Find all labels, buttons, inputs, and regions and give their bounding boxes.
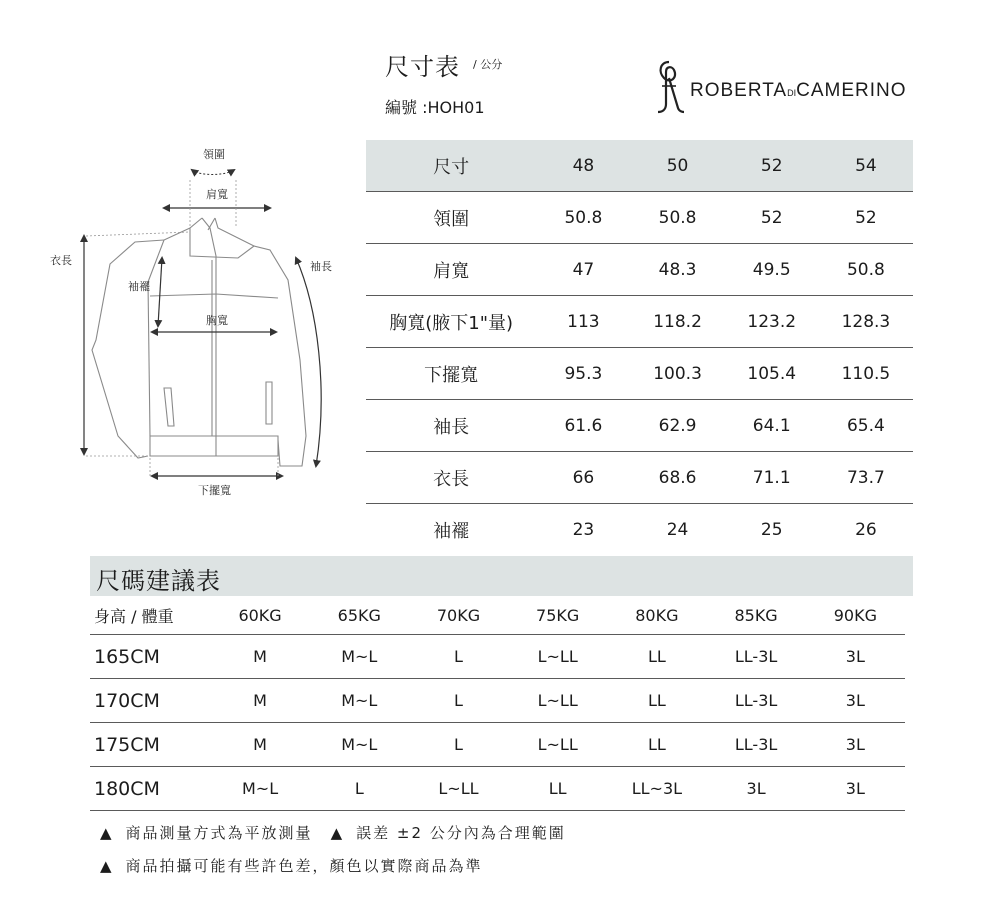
recommended-size: LL-3L	[706, 723, 805, 767]
recommended-size: 3L	[806, 767, 905, 811]
note-tolerance: 誤差 ±2 公分內為合理範圍	[356, 824, 566, 842]
recommended-size: 3L	[806, 723, 905, 767]
weight-header-cell: 75KG	[508, 596, 607, 635]
recommended-size: L	[310, 767, 409, 811]
recommended-size: 3L	[806, 635, 905, 679]
recommended-size: M~L	[210, 767, 309, 811]
size-row-label: 胸寬(腋下1"量)	[366, 296, 536, 348]
recommended-size: M~L	[310, 635, 409, 679]
recommended-size: 3L	[806, 679, 905, 723]
size-value: 65.4	[819, 400, 913, 452]
recommended-size: LL	[607, 679, 706, 723]
size-value: 26	[855, 519, 877, 540]
size-header-label: 尺寸	[366, 140, 536, 192]
size-value: 50.8	[536, 192, 630, 244]
size-value: 128.3	[819, 296, 913, 348]
brand-name: ROBERTADICAMERINO	[690, 80, 907, 101]
color-note	[100, 855, 483, 876]
size-header-cell: 54	[819, 140, 913, 192]
collar-label: 領圍	[203, 148, 225, 161]
recommended-size: L	[409, 723, 508, 767]
height-label: 170CM	[90, 679, 210, 723]
size-value: 50.8	[819, 244, 913, 296]
size-value: 52	[725, 192, 819, 244]
height-label: 165CM	[90, 635, 210, 679]
size-row	[366, 192, 913, 244]
size-row-label: 袖襬	[433, 520, 470, 542]
triangle-bullet-icon: ▲	[100, 857, 114, 875]
recommended-size: 3L	[706, 767, 805, 811]
size-value: 66	[536, 452, 630, 504]
size-row-label: 衣長	[366, 452, 536, 504]
size-value: 50.8	[630, 192, 724, 244]
recommendation-table	[90, 596, 905, 811]
weight-header-cell: 85KG	[706, 596, 805, 635]
size-value: 62.9	[630, 400, 724, 452]
size-value: 23	[572, 519, 595, 540]
size-value: 118.2	[630, 296, 724, 348]
size-value: 113	[536, 296, 630, 348]
size-header-cell: 48	[536, 140, 630, 192]
size-value: 48.3	[630, 244, 724, 296]
recommended-size: LL	[607, 723, 706, 767]
height-label: 180CM	[90, 767, 210, 811]
recommendation-row	[90, 767, 905, 811]
recommendation-row	[90, 635, 905, 679]
recommended-size: M	[210, 635, 309, 679]
recommendation-title: 尺碼建議表	[96, 567, 221, 595]
recommended-size: L~LL	[508, 679, 607, 723]
recommendation-row	[90, 679, 905, 723]
size-value: 100.3	[630, 348, 724, 400]
jacket-outline	[92, 218, 306, 466]
size-table	[366, 140, 913, 555]
chest-label: 胸寬	[206, 314, 228, 327]
recommended-size: L~LL	[409, 767, 508, 811]
size-row	[366, 348, 913, 400]
weight-header-cell: 60KG	[210, 596, 309, 635]
size-row	[366, 400, 913, 452]
size-value: 47	[536, 244, 630, 296]
recommended-size: M	[210, 723, 309, 767]
size-value: 95.3	[536, 348, 630, 400]
size-value: 61.6	[536, 400, 630, 452]
size-row	[366, 244, 913, 296]
sleeve-label: 袖長	[310, 260, 332, 273]
weight-header-cell: 80KG	[607, 596, 706, 635]
model-number: 編號 :HOH01	[385, 98, 485, 117]
unit-label: / 公分	[473, 58, 503, 71]
hem-label: 下擺寬	[198, 484, 231, 497]
recommended-size: LL	[607, 635, 706, 679]
measurement-note	[100, 822, 566, 843]
recommended-size: LL-3L	[706, 635, 805, 679]
recommended-size: M~L	[310, 679, 409, 723]
size-value: 49.5	[725, 244, 819, 296]
size-row-label: 肩寬	[366, 244, 536, 296]
recommended-size: LL-3L	[706, 679, 805, 723]
size-row-label: 袖長	[366, 400, 536, 452]
recommended-size: L~LL	[508, 635, 607, 679]
size-value: 123.2	[725, 296, 819, 348]
triangle-bullet-icon: ▲	[330, 824, 345, 842]
recommendation-header-label: 身高 / 體重	[90, 596, 210, 635]
recommended-size: M~L	[310, 723, 409, 767]
collar-arrow	[192, 170, 234, 175]
size-value: 24	[666, 519, 689, 540]
size-row	[366, 296, 913, 348]
size-value: 25	[760, 519, 783, 540]
size-row	[366, 504, 913, 556]
recommendation-row	[90, 723, 905, 767]
size-value: 73.7	[819, 452, 913, 504]
recommended-size: LL	[508, 767, 607, 811]
brand-logo-icon	[652, 58, 686, 114]
weight-header-cell: 90KG	[806, 596, 905, 635]
recommendation-header	[90, 596, 905, 635]
shoulder-label: 肩寬	[206, 188, 228, 201]
size-header-cell: 52	[725, 140, 819, 192]
recommended-size: L	[409, 679, 508, 723]
size-value: 105.4	[725, 348, 819, 400]
size-row	[366, 452, 913, 504]
size-header-cell: 50	[630, 140, 724, 192]
recommended-size: L~LL	[508, 723, 607, 767]
size-row-label: 領圍	[366, 192, 536, 244]
recommended-size: M	[210, 679, 309, 723]
recommended-size: L	[409, 635, 508, 679]
size-value: 64.1	[725, 400, 819, 452]
weight-header-cell: 65KG	[310, 596, 409, 635]
height-label: 175CM	[90, 723, 210, 767]
length-label: 衣長	[50, 254, 72, 267]
size-value: 68.6	[630, 452, 724, 504]
size-value: 110.5	[819, 348, 913, 400]
weight-header-cell: 70KG	[409, 596, 508, 635]
triangle-bullet-icon: ▲	[100, 824, 114, 842]
page-title: 尺寸表	[385, 53, 460, 81]
note-color-difference: 商品拍攝可能有些許色差，顏色以實際商品為準	[125, 857, 483, 875]
cuff-arrow	[158, 258, 162, 326]
size-table-header	[366, 140, 913, 192]
size-row-label: 下擺寬	[366, 348, 536, 400]
cuff-label: 袖襬	[128, 280, 150, 293]
jacket-diagram	[40, 140, 360, 500]
recommended-size: LL~3L	[607, 767, 706, 811]
size-value: 52	[819, 192, 913, 244]
size-value: 71.1	[725, 452, 819, 504]
note-measure-method: 商品測量方式為平放測量	[125, 824, 313, 842]
